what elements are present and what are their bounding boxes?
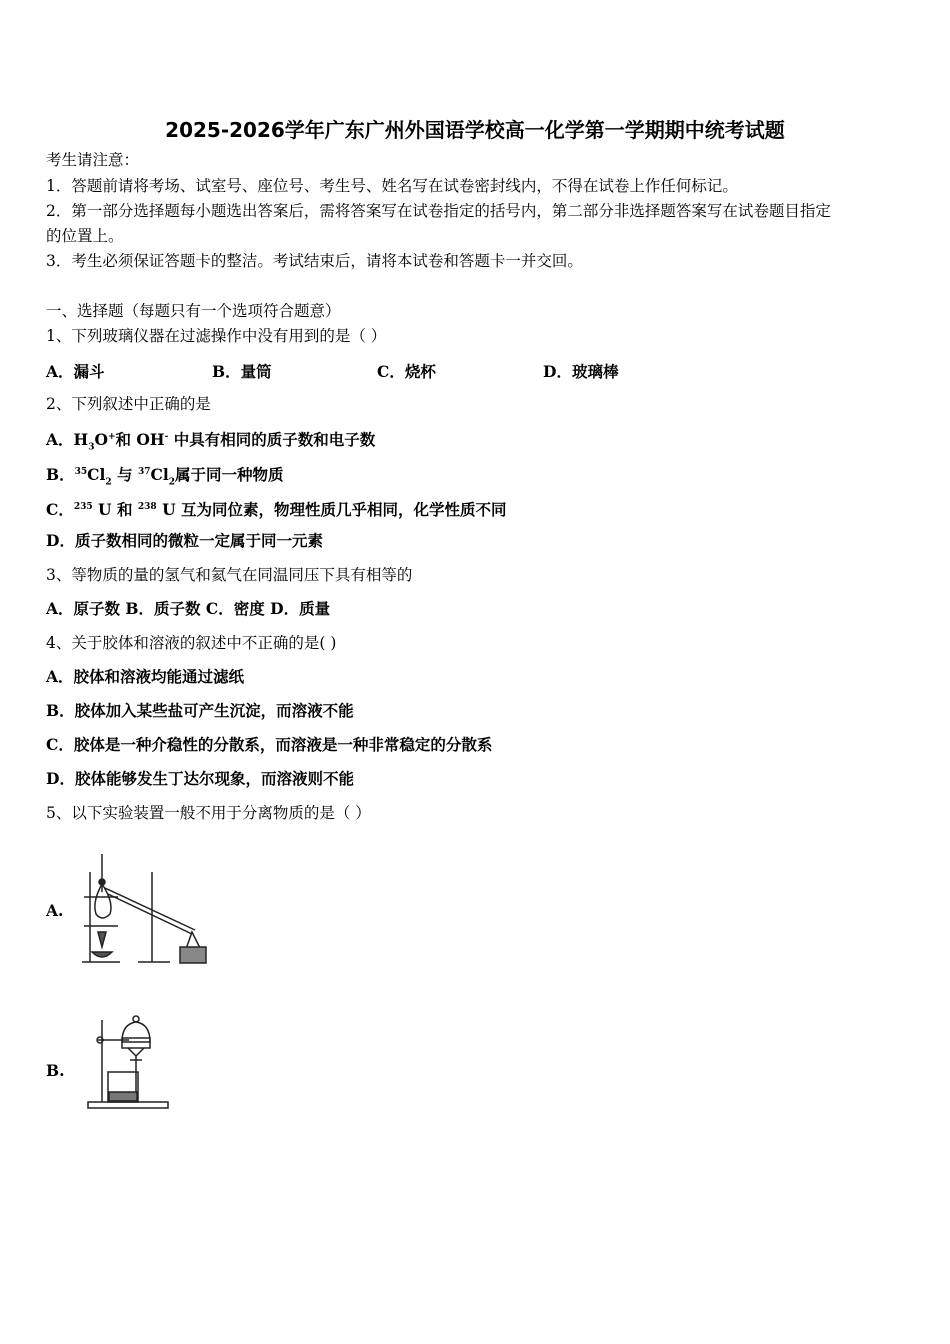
- question-4: 4、关于胶体和溶液的叙述中不正确的是( ): [46, 634, 337, 652]
- section-heading: 一、选择题（每题只有一个选项符合题意）: [46, 302, 341, 320]
- notice-item: 3．考生必须保证答题卡的整洁。考试结束后，请将本试卷和答题卡一并交回。: [46, 252, 583, 270]
- q4-option-a: A．胶体和溶液均能通过滤纸: [46, 667, 245, 686]
- page-title: 2025-2026学年广东广州外国语学校高一化学第一学期期中统考试题: [165, 118, 785, 142]
- q5-option-a-label: A.: [46, 901, 64, 920]
- q1-option-c: C．烧杯: [377, 362, 436, 381]
- question-5: 5、以下实验装置一般不用于分离物质的是（ ）: [46, 804, 371, 822]
- q2-option-b: B．$^{35}Cl_2$ 与 $^{37}Cl_2$属于同一种物质: [46, 465, 284, 488]
- q1-option-d: D．玻璃棒: [543, 362, 619, 381]
- question-3: 3、等物质的量的氢气和氦气在同温同压下具有相等的: [46, 566, 413, 584]
- question-2: 2、下列叙述中正确的是: [46, 395, 211, 413]
- notice-item: 的位置上。: [46, 227, 124, 245]
- notice-item: 2．第一部分选择题每小题选出答案后，需将答案写在试卷指定的括号内，第二部分非选择题答案写在试卷题目指定: [46, 202, 831, 220]
- notice-heading: 考生请注意：: [46, 151, 140, 169]
- q1-option-a: A．漏斗: [46, 362, 105, 381]
- q4-option-b: B．胶体加入某些盐可产生沉淀，而溶液不能: [46, 701, 354, 720]
- notice-item: 1．答题前请将考场、试室号、座位号、考生号、姓名写在试卷密封线内，不得在试卷上作任何标记。: [46, 177, 738, 195]
- q4-option-d: D．胶体能够发生丁达尔现象，而溶液则不能: [46, 769, 354, 788]
- q2-option-c: C．$^{235}$ U 和 $^{238}$ U 互为同位素，物理性质几乎相同，化学性质不同: [46, 500, 507, 520]
- q3-options: A．原子数 B．质子数 C．密度 D．质量: [46, 599, 331, 618]
- question-1: 1、下列玻璃仪器在过滤操作中没有用到的是（ ）: [46, 327, 387, 345]
- q5-option-b-label: B.: [46, 1061, 65, 1080]
- distillation-apparatus-image: [80, 852, 208, 967]
- q4-option-c: C．胶体是一种介稳性的分散系，而溶液是一种非常稳定的分散系: [46, 735, 493, 754]
- q2-option-d: D．质子数相同的微粒一定属于同一元素: [46, 531, 323, 550]
- q2-option-a: A．$H_3O^+$和 OH- 中具有相同的质子数和电子数: [46, 430, 376, 453]
- q1-option-b: B．量筒: [212, 362, 272, 381]
- separatory-funnel-apparatus-image: [84, 1012, 174, 1112]
